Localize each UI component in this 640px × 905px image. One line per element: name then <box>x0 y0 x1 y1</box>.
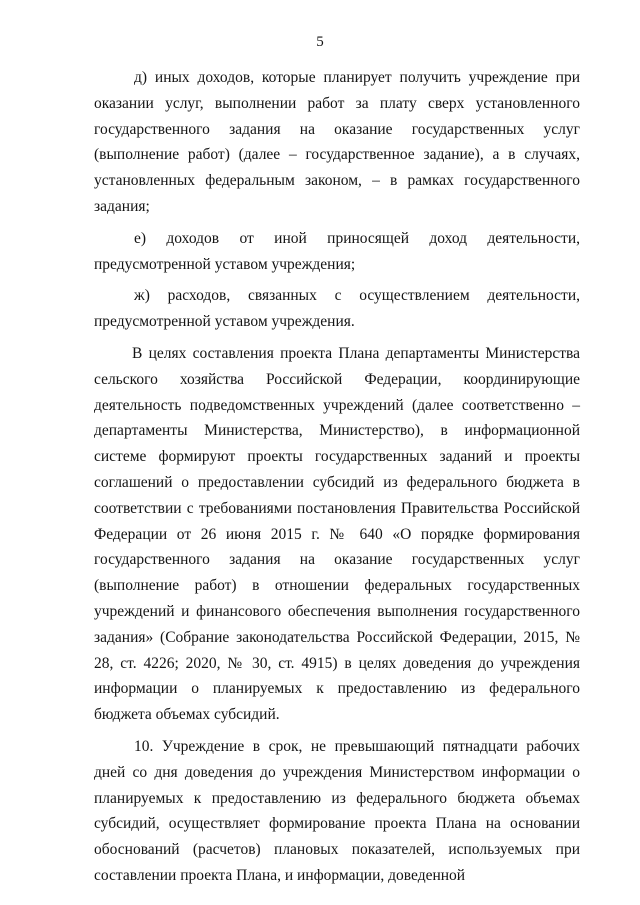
paragraph-plan-preparation: В целях составления проекта Плана департаменты Министерства сельского хозяйства Российской Федерации, координирующие деятельность подведомственных учреждений (далее соответственно – департаменты Министерства, Министерство), в информационной системе формируют проекты государственных заданий и проекты соглашений о предоставлении субсидий из федерального бюджета в соответствии с требованиями постановления Правительства Российской Федерации от 26 июня 2015 г. № 640 «О порядке формирования государственного задания на оказание государственных услуг (выполнение работ) в отношении федеральных государственных учреждений и финансового обеспечения выполнения государственного задания» (Собрание законодательства Российской Федерации, 2015, № 28, ст. 4226; 2020, № 30, ст. 4915) в целях доведения до учреждения информации о планируемых к предоставлению из федерального бюджета объемах субсидий. <box>94 344 580 724</box>
paragraph-clause-10: 10. Учреждение в срок, не превышающий пятнадцати рабочих дней со дня доведения до учреждения Министерством информации о планируемых к предоставлению из федерального бюджета объемах субсидий, осуществляет формирование проекта Плана на основании обоснований (расчетов) плановых показателей, используемых при составлении проекта Плана, и информации, доведенной <box>94 737 580 884</box>
page-number: 5 <box>316 34 324 50</box>
paragraph-item-zh: ж) расходов, связанных с осуществлением деятельности, предусмотренной уставом учреждения. <box>94 287 580 331</box>
paragraph-item-e: е) доходов от иной приносящей доход деятельности, предусмотренной уставом учреждения; <box>94 229 580 273</box>
paragraph-item-d: д) иных доходов, которые планирует получить учреждение при оказании услуг, выполнении работ за плату сверх установленного государственного задания на оказание государственных услуг (выполнение работ) (далее – государственное задание), а в случаях, установленных федеральным законом, – в рамках государственного задания; <box>94 69 580 215</box>
document-body <box>94 65 580 889</box>
